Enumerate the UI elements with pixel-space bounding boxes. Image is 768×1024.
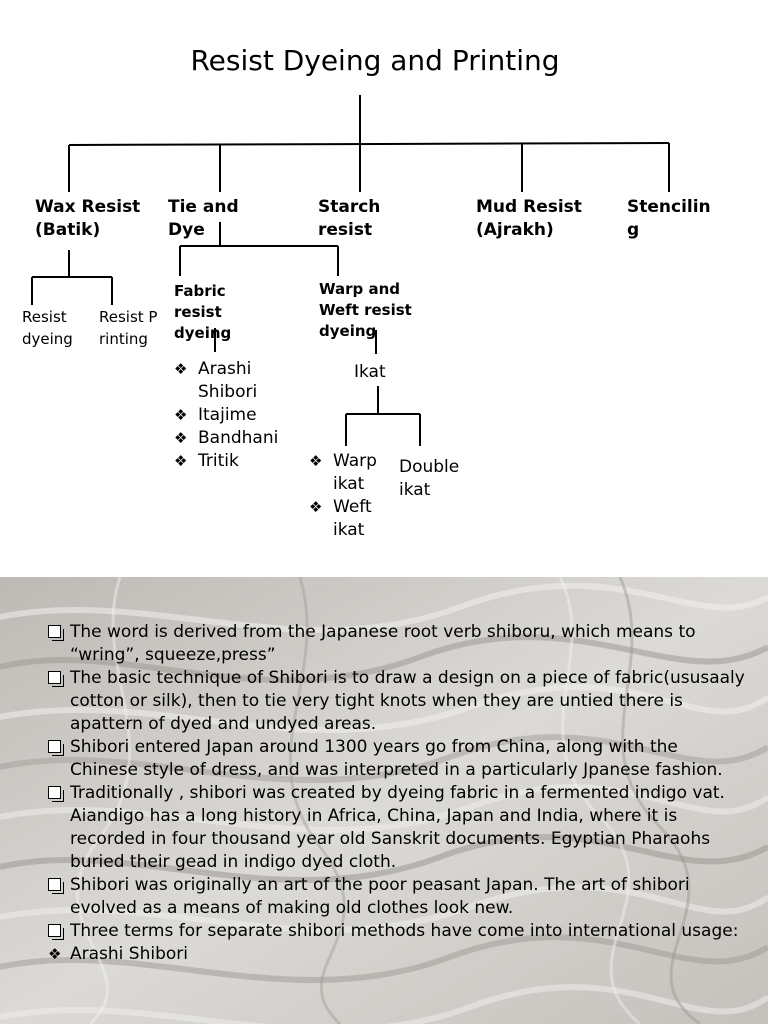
shibori-notes-panel — [0, 577, 768, 1024]
diamond-bullet-icon: ❖ — [309, 452, 323, 470]
warp-weft-resist-dyeing: Warp and Weft resist dyeing — [319, 280, 412, 340]
list-item: ❖ Arashi Shibori — [174, 359, 258, 402]
list-item: ❖ Arashi Shibori — [48, 944, 188, 964]
checkbox-square-icon — [48, 878, 61, 891]
diamond-bullet-icon: ❖ — [174, 406, 188, 424]
list-item: The basic technique of Shibori is to draw a design on a piece of fabric(ususaaly cotton or silk), then to tie very tight knots when they are untied there is apattern of dyed and undyed areas. — [48, 667, 748, 736]
checkbox-square-icon — [48, 625, 61, 638]
double-ikat-node: Double ikat — [399, 457, 460, 500]
diamond-bullet-icon: ❖ — [174, 452, 188, 470]
list-item: ❖ Tritik — [174, 451, 239, 471]
diamond-bullet-icon: ❖ — [174, 429, 188, 447]
list-item: The word is derived from the Japanese root verb shiboru, which means to “wring”, squeeze,press” — [48, 621, 748, 667]
checkbox-square-icon — [48, 924, 61, 937]
checkbox-square-icon — [48, 786, 61, 799]
category-stenciling: Stenciling — [627, 197, 711, 240]
list-item: Shibori was originally an art of the poor peasant Japan. The art of shibori evolved as a means of making old clothes look new. — [48, 874, 748, 920]
list-item: ❖ Itajime — [174, 405, 257, 425]
diamond-bullet-icon: ❖ — [309, 498, 323, 516]
diagram-title: Resist Dyeing and Printing — [190, 44, 560, 77]
diamond-bullet-icon: ❖ — [48, 945, 62, 963]
category-tie-and-dye: Tie and Dye — [168, 197, 239, 240]
list-item: Traditionally , shibori was created by dyeing fabric in a fermented indigo vat. Aiandigo has a long history in Africa, China, Japan and India, where it is recorded in four thousand year old Sanskrit documents. Egyptian Pharaohs buried their gead in indigo dyed cloth. — [48, 782, 748, 874]
checkbox-square-icon — [48, 671, 61, 684]
fabric-resist-dyeing: Fabric resist dyeing — [174, 282, 232, 342]
ikat-types-list — [309, 450, 389, 542]
list-item: Three terms for separate shibori methods have come into international usage: — [48, 920, 748, 943]
list-item: ❖ Warp ikat — [309, 451, 377, 494]
list-item: Shibori entered Japan around 1300 years go from China, along with the Chinese style of dress, and was interpreted in a particularly Jpanese fashion. — [48, 736, 748, 782]
category-wax-resist: Wax Resist (Batik) — [35, 197, 141, 240]
fabric-methods-list — [174, 358, 292, 473]
shibori-bullet-list — [48, 621, 748, 966]
diamond-bullet-icon: ❖ — [174, 360, 188, 378]
list-item: ❖ Weft ikat — [309, 497, 372, 540]
list-item: ❖ Bandhani — [174, 428, 279, 448]
checkbox-square-icon — [48, 740, 61, 753]
category-starch-resist: Starch resist — [318, 197, 381, 240]
wax-resist-printing: Resist Printing — [99, 308, 158, 348]
category-mud-resist: Mud Resist (Ajrakh) — [476, 197, 582, 240]
ikat-node: Ikat — [354, 362, 386, 382]
wax-resist-dyeing: Resist dyeing — [22, 308, 73, 348]
